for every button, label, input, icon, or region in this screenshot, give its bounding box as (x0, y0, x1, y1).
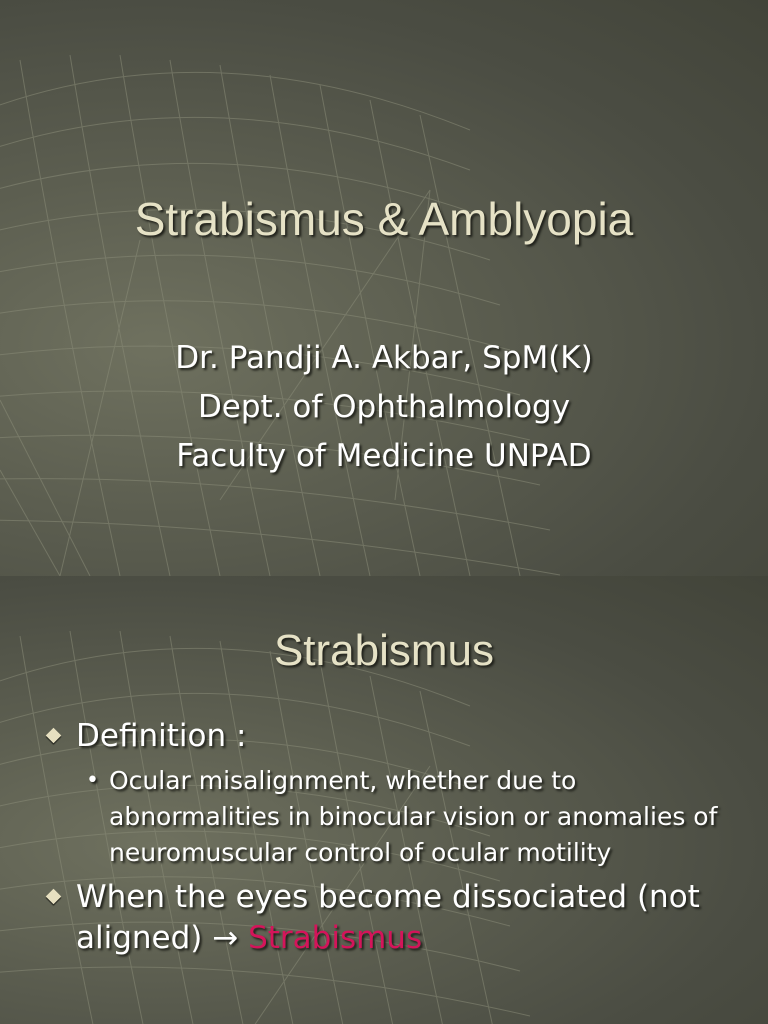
list-item (86, 763, 726, 871)
slide-subtitle (0, 334, 768, 481)
department-line: Dept. of Ophthalmology (197, 389, 571, 425)
definition-text: Ocular misalignment, whether due to abnormalities in binocular vision or anomalies of neuromuscular control of ocular motility (109, 766, 718, 867)
list-item (46, 877, 726, 959)
dissociation-text: When the eyes become dissociated (not aligned) (76, 879, 700, 956)
definition-label: Definition : (76, 718, 247, 754)
diamond-bullet-icon (46, 728, 62, 744)
slide-title: Strabismus (273, 626, 495, 675)
dot-bullet-icon: • (86, 768, 99, 793)
bullet-list (46, 716, 726, 959)
faculty-line: Faculty of Medicine UNPAD (176, 438, 592, 474)
definition-slide (0, 576, 768, 1024)
author-line: Dr. Pandji A. Akbar, SpM(K) (175, 340, 593, 376)
slide-title: Strabismus & Amblyopia (134, 193, 634, 245)
strabismus-highlight: Strabismus (248, 920, 423, 956)
arrow-right-icon: → (212, 920, 239, 956)
list-item (46, 716, 726, 757)
diamond-bullet-icon (46, 889, 62, 905)
